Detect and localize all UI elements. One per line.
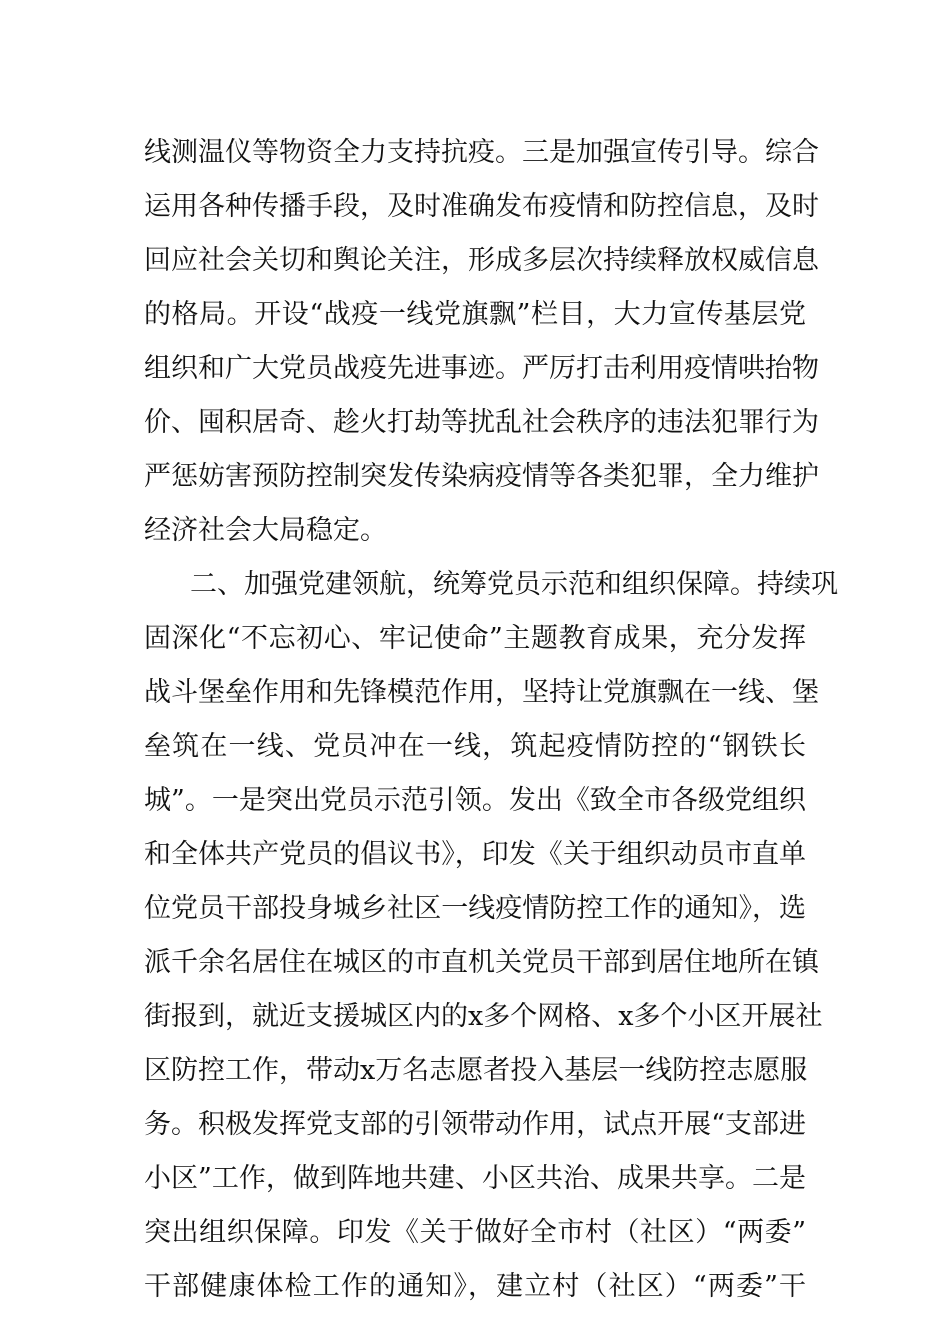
text-line-17: 街报到，就近支援城区内的x多个网格、x多个小区开展社 (144, 1001, 823, 1032)
text-line-7: 严惩妨害预防控制突发传染病疫情等各类犯罪，全力维护 (144, 461, 819, 492)
text-line-19: 务。积极发挥党支部的引领带动作用，试点开展“支部进 (144, 1109, 806, 1140)
text-line-3: 回应社会关切和舆论关注，形成多层次持续释放权威信息 (144, 245, 819, 276)
text-line-5: 组织和广大党员战疫先进事迹。严厉打击利用疫情哄抬物 (144, 353, 819, 384)
text-line-4: 的格局。开设“战疫一线党旗飘”栏目，大力宣传基层党 (144, 299, 806, 330)
text-line-18: 区防控工作，带动x万名志愿者投入基层一线防控志愿服 (144, 1055, 808, 1086)
text-line-6: 价、囤积居奇、趁火打劫等扰乱社会秩序的违法犯罪行为 (144, 407, 819, 438)
text-line-10: 固深化“不忘初心、牢记使命”主题教育成果，充分发挥 (144, 623, 806, 654)
text-line-8: 经济社会大局稳定。 (144, 515, 387, 546)
text-line-12: 垒筑在一线、党员冲在一线，筑起疫情防控的“钢铁长 (144, 731, 806, 762)
text-line-16: 派千余名居住在城区的市直机关党员干部到居住地所在镇 (144, 947, 819, 978)
text-line-1: 线测温仪等物资全力支持抗疫。三是加强宣传引导。综合 (144, 137, 819, 168)
section-heading-line: 二、加强党建领航，统筹党员示范和组织保障。持续巩 (190, 569, 838, 600)
text-line-20: 小区”工作，做到阵地共建、小区共治、成果共享。二是 (144, 1163, 806, 1194)
text-line-13: 城”。一是突出党员示范引领。发出《致全市各级党组织 (144, 785, 806, 816)
text-line-11: 战斗堡垒作用和先锋模范作用，坚持让党旗飘在一线、堡 (144, 677, 819, 708)
text-line-22: 干部健康体检工作的通知》，建立村（社区）“两委”干 (144, 1271, 806, 1302)
text-line-15: 位党员干部投身城乡社区一线疫情防控工作的通知》，选 (144, 893, 806, 924)
text-line-2: 运用各种传播手段，及时准确发布疫情和防控信息，及时 (144, 191, 819, 222)
text-line-14: 和全体共产党员的倡议书》，印发《关于组织动员市直单 (144, 839, 806, 870)
text-line-21: 突出组织保障。印发《关于做好全市村（社区）“两委” (144, 1217, 806, 1248)
